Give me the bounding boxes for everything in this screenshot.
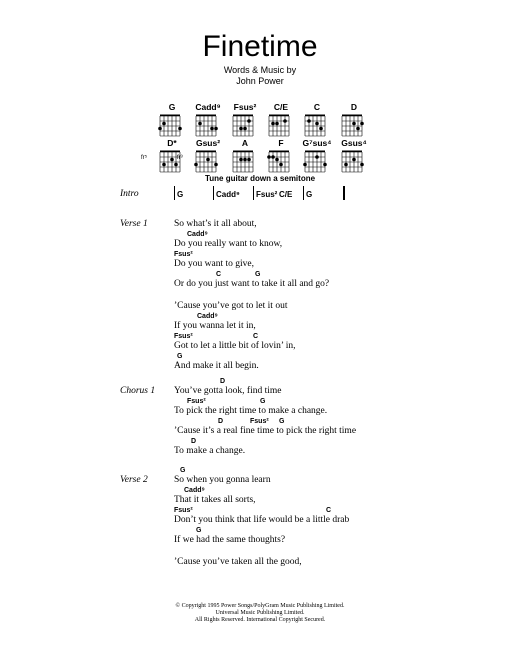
- finger-dot: [360, 122, 364, 126]
- section-label-verse-2: Verse 2: [120, 475, 148, 485]
- lyric-line: And make it all begin.: [174, 361, 259, 371]
- lyric-line: Do you really want to know,: [174, 239, 283, 249]
- chord-symbol: C: [253, 333, 259, 340]
- section-label-verse-1: Verse 1: [120, 219, 148, 229]
- chord-symbol: Cadd⁹: [187, 231, 208, 238]
- lyric-line: If you wanna let it in,: [174, 321, 256, 331]
- section-label-intro: Intro: [120, 189, 139, 199]
- chord-grid: [194, 148, 220, 176]
- tuning-note: Tune guitar down a semitone: [204, 174, 316, 183]
- intro-chord: G: [177, 190, 184, 199]
- finger-dot: [247, 119, 251, 123]
- chord-symbol: G: [255, 271, 261, 278]
- chord-grid: [194, 112, 220, 140]
- finger-dot: [267, 155, 271, 159]
- finger-dot: [239, 127, 243, 131]
- finger-dot: [275, 158, 279, 162]
- finger-dot: [162, 122, 166, 126]
- lyric-line: To make a change.: [174, 446, 246, 456]
- chord-symbol: G: [196, 527, 202, 534]
- finger-dot: [344, 163, 348, 167]
- chord-diagram-name: Gsus²: [195, 138, 221, 148]
- intro-chord: C/E: [279, 190, 293, 199]
- finger-dot: [239, 158, 243, 162]
- intro-chord: G: [306, 190, 313, 199]
- chord-diagram-name: A: [241, 138, 249, 148]
- finger-dot: [356, 127, 360, 131]
- chord-symbol: Fsus²: [174, 333, 193, 340]
- lyric-line: You’ve gotta look, find time: [174, 386, 282, 396]
- credits-words-music: Words & Music by: [223, 65, 297, 75]
- finger-dot: [323, 163, 327, 167]
- finger-dot: [178, 127, 182, 131]
- finger-dot: [162, 163, 166, 167]
- chord-symbol: D: [191, 438, 197, 445]
- chord-diagram-name: C: [313, 102, 321, 112]
- finger-dot: [315, 155, 319, 159]
- finger-dot: [243, 158, 247, 162]
- chord-grid: [267, 148, 293, 176]
- bar-line: [303, 186, 304, 200]
- chord-symbol: G: [177, 353, 183, 360]
- chord-diagram-name: F: [278, 138, 284, 148]
- finger-dot: [315, 122, 319, 126]
- chord-symbol: Fsus²: [174, 507, 193, 514]
- chord-symbol: G: [260, 398, 266, 405]
- finger-dot: [247, 158, 251, 162]
- fret-position-label: fr³: [177, 155, 183, 161]
- finger-dot: [206, 158, 210, 162]
- lyric-line: If we had the same thoughts?: [174, 535, 286, 545]
- finger-dot: [352, 158, 356, 162]
- finger-dot: [243, 127, 247, 131]
- chord-diagram-name: Fsus²: [233, 102, 257, 112]
- finger-dot: [174, 163, 178, 167]
- copyright-line: All Rights Reserved. International Copyright Secured.: [194, 617, 326, 623]
- chord-grid: [158, 112, 184, 140]
- bar-line: [343, 186, 345, 200]
- finger-dot: [319, 127, 323, 131]
- finger-dot: [307, 119, 311, 123]
- section-label-chorus-1: Chorus 1: [120, 386, 156, 396]
- finger-dot: [271, 155, 275, 159]
- chord-diagram-name: Cadd⁹: [195, 102, 221, 112]
- lyric-line: Do you want to give,: [174, 259, 254, 269]
- lyric-line: ’Cause it’s a real fine time to pick the right time: [174, 426, 357, 436]
- chord-grid: [340, 112, 366, 140]
- fret-position-label: fr⁵: [141, 155, 148, 161]
- lyric-line: That it takes all sorts,: [174, 495, 256, 505]
- lyric-line: Got to let a little bit of lovin’ in,: [174, 341, 296, 351]
- lyric-line: ’Cause you’ve taken all the good,: [174, 557, 302, 567]
- chord-grid: [303, 112, 329, 140]
- chord-grid: [340, 148, 366, 176]
- finger-dot: [198, 122, 202, 126]
- chord-diagram-name: Gsus⁴: [341, 138, 367, 148]
- bar-line: [213, 186, 214, 200]
- chord-diagram-name: D*: [167, 138, 177, 148]
- finger-dot: [275, 122, 279, 126]
- finger-dot: [214, 163, 218, 167]
- copyright-line: Universal Music Publishing Limited.: [215, 610, 305, 616]
- finger-dot: [271, 122, 275, 126]
- chord-diagram-name: G⁷sus⁴: [302, 138, 332, 148]
- finger-dot: [210, 127, 214, 131]
- chord-symbol: D: [218, 418, 224, 425]
- chord-grid: [231, 148, 257, 176]
- lyric-line: Or do you just want to take it all and go?: [174, 279, 330, 289]
- chord-symbol: Fsus²: [187, 398, 206, 405]
- finger-dot: [303, 163, 307, 167]
- finger-dot: [194, 163, 198, 167]
- lyric-line: ’Cause you’ve got to let it out: [174, 301, 288, 311]
- chord-symbol: Fsus²: [174, 251, 193, 258]
- finger-dot: [214, 127, 218, 131]
- chord-grid: [303, 148, 329, 176]
- copyright-line: © Copyright 1995 Power Songs/PolyGram Music Publishing Limited.: [175, 603, 345, 609]
- finger-dot: [279, 163, 283, 167]
- credits-composer: John Power: [236, 76, 284, 86]
- chord-grid: [267, 112, 293, 140]
- chord-symbol: G: [279, 418, 285, 425]
- lyric-line: So what’s it all about,: [174, 219, 257, 229]
- chord-symbol: G: [180, 467, 186, 474]
- chord-symbol: C: [326, 507, 332, 514]
- finger-dot: [352, 122, 356, 126]
- chord-symbol: Fsus²: [250, 418, 269, 425]
- intro-chord: Fsus²: [256, 190, 278, 199]
- bar-line: [174, 186, 175, 200]
- chord-symbol: Cadd⁹: [184, 487, 205, 494]
- chord-grid: [231, 112, 257, 140]
- lyric-line: To pick the right time to make a change.: [174, 406, 328, 416]
- chord-diagram-name: G: [168, 102, 176, 112]
- chord-symbol: C: [216, 271, 222, 278]
- chord-diagram-name: C/E: [273, 102, 289, 112]
- chord-diagram-name: D: [350, 102, 358, 112]
- finger-dot: [283, 119, 287, 123]
- chord-grid: [158, 148, 184, 176]
- chord-symbol: D: [220, 378, 226, 385]
- lyric-line: So when you gonna learn: [174, 475, 271, 485]
- finger-dot: [360, 163, 364, 167]
- lyric-line: Don’t you think that life would be a little drab: [174, 515, 350, 525]
- chord-symbol: Cadd⁹: [197, 313, 218, 320]
- bar-line: [253, 186, 254, 200]
- song-title: Finetime: [202, 30, 318, 63]
- finger-dot: [158, 127, 162, 131]
- copyright-notice: [0, 603, 520, 624]
- intro-chord: Cadd⁹: [216, 190, 240, 199]
- finger-dot: [170, 158, 174, 162]
